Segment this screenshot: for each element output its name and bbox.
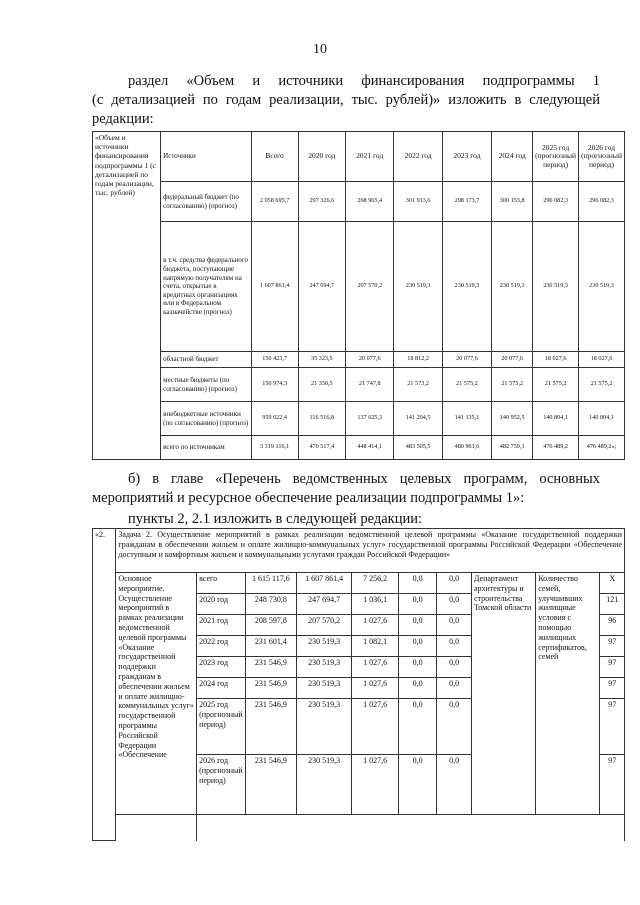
value-cell: 230 519,3 — [297, 755, 352, 815]
table-row — [93, 436, 625, 460]
value-cell: 116 516,8 — [298, 402, 345, 436]
value-cell: 208 597,8 — [245, 615, 296, 636]
value-cell: 230 519,3 — [492, 222, 533, 352]
value-cell: 21 575,2 — [579, 368, 625, 402]
value-cell: 3 319 116,1 — [251, 436, 298, 460]
financing-table — [92, 131, 625, 460]
value-cell: 20 077,6 — [492, 352, 533, 368]
header-cell: Всего — [251, 132, 298, 182]
value-cell: 230 519,3 — [533, 222, 579, 352]
table-row — [93, 222, 625, 352]
year-cell: 2023 год — [197, 657, 246, 678]
event-description: Основное мероприятие. Осуществление мероприятий в рамках реализации ведомственной целевой программы «Оказание государственной поддержки гражданам в обеспечении жильем и оплате жилищно-коммунальных услуг» государственной программы Российской Федерации «Обеспечение — [116, 573, 197, 815]
value-cell: 231 546,9 — [245, 657, 296, 678]
year-cell: 2022 год — [197, 636, 246, 657]
year-cell: всего — [197, 573, 246, 594]
value-cell: 0,0 — [437, 594, 472, 615]
value-cell: 482 759,1 — [492, 436, 533, 460]
value-cell: 21 575,2 — [442, 368, 491, 402]
value-cell: 476 489,2 — [533, 436, 579, 460]
value-cell: 35 323,5 — [298, 352, 345, 368]
value-cell: 7 256,2 — [352, 573, 399, 594]
value-cell: 0,0 — [398, 678, 436, 699]
page-number: 10 — [313, 42, 327, 57]
text-line: б) в главе «Перечень ведомственных целевых программ, основных — [128, 471, 600, 487]
event-continuation — [116, 815, 197, 841]
indicator-value: 97 — [600, 657, 625, 678]
text-line: мероприятий и ресурсное обеспечение реализации подпрограммы 1»: — [92, 490, 525, 506]
value-cell: 296 082,3 — [579, 182, 625, 222]
header-cell: 2023 год — [442, 132, 491, 182]
value-cell: 21 575,2 — [492, 368, 533, 402]
value-cell: 0,0 — [437, 699, 472, 755]
value-cell: 0,0 — [437, 615, 472, 636]
source-cell: внебюджетные источники (по согласованию) (прогноз) — [161, 402, 252, 436]
value-cell: 0,0 — [398, 615, 436, 636]
measures-table — [92, 528, 625, 841]
value-cell: 1 607 861,4 — [251, 222, 298, 352]
indicator-value: 97 — [600, 699, 625, 755]
value-cell: 230 519,3 — [297, 657, 352, 678]
value-cell: 1 082,1 — [352, 636, 399, 657]
value-cell: 140 804,1 — [579, 402, 625, 436]
value-cell: 230 519,3 — [297, 699, 352, 755]
source-cell: федеральный бюджет (по согласованию) (прогноз) — [161, 182, 252, 222]
value-cell: 207 570,2 — [297, 615, 352, 636]
value-cell: 298 173,7 — [442, 182, 491, 222]
year-cell: 2024 год — [197, 678, 246, 699]
value-cell: 248 730,8 — [245, 594, 296, 615]
header-cell: 2025 год (прогнозный период) — [533, 132, 579, 182]
value-cell: 1 607 861,4 — [297, 573, 352, 594]
value-cell: 0,0 — [398, 594, 436, 615]
header-cell: 2024 год — [492, 132, 533, 182]
source-cell: областной бюджет — [161, 352, 252, 368]
value-cell: 150 974,3 — [251, 368, 298, 402]
value-cell: 0,0 — [437, 573, 472, 594]
table-row — [93, 182, 625, 222]
value-cell: 21 575,2 — [533, 368, 579, 402]
value-cell: 247 694,7 — [297, 594, 352, 615]
value-cell: 2 058 695,7 — [251, 182, 298, 222]
value-cell: 1 027,6 — [352, 678, 399, 699]
table-row — [93, 573, 625, 594]
intro-line: раздел «Объем и источники финансирования подпрограммы 1 — [128, 73, 600, 89]
value-cell: 21 747,8 — [346, 368, 394, 402]
value-cell: 301 913,6 — [394, 182, 442, 222]
value-cell: 230 519,3 — [297, 636, 352, 657]
value-cell: 297 326,6 — [298, 182, 345, 222]
indicator-value: 121 — [600, 594, 625, 615]
value-cell: 268 965,4 — [346, 182, 394, 222]
indicator-value: 97 — [600, 678, 625, 699]
value-cell: 1 615 117,6 — [245, 573, 296, 594]
value-cell: 150 423,7 — [251, 352, 298, 368]
value-cell: 448 414,1 — [346, 436, 394, 460]
indicator-value: 96 — [600, 615, 625, 636]
value-cell: 0,0 — [398, 573, 436, 594]
value-cell: 1 027,6 — [352, 615, 399, 636]
value-cell: 470 517,4 — [298, 436, 345, 460]
value-cell: 480 961,6 — [442, 436, 491, 460]
table-row — [93, 352, 625, 368]
header-cell: 2026 год (прогнозный период) — [579, 132, 625, 182]
source-cell: всего по источникам — [161, 436, 252, 460]
value-cell: 140 804,1 — [533, 402, 579, 436]
value-cell: 230 519,3 — [579, 222, 625, 352]
value-cell: 0,0 — [398, 657, 436, 678]
header-cell: 2021 год — [346, 132, 394, 182]
value-cell: 1 027,6 — [352, 755, 399, 815]
empty-cell — [197, 815, 625, 841]
text-line: пункты 2, 2.1 изложить в следующей редакции: — [128, 511, 423, 527]
value-cell: 18 027,6 — [579, 352, 625, 368]
intro-line: (с детализацией по годам реализации, тыс. рублей)» изложить в следующей — [92, 92, 600, 108]
value-cell: 0,0 — [437, 755, 472, 815]
value-cell: 140 952,5 — [492, 402, 533, 436]
value-cell: 0,0 — [398, 755, 436, 815]
value-cell: 959 022,4 — [251, 402, 298, 436]
table-row — [93, 368, 625, 402]
indicator-value: X — [600, 573, 625, 594]
value-cell: 18 812,2 — [394, 352, 442, 368]
header-cell: Источники — [161, 132, 252, 182]
intro-line: редакции: — [92, 111, 154, 127]
value-cell: 230 519,3 — [394, 222, 442, 352]
value-cell: 18 027,6 — [533, 352, 579, 368]
source-cell: в т.ч. средства федерального бюджета, поступающие напрямую получателям на счета, открытые в кредитных организациях или в Федеральном казначействе (прогноз) — [161, 222, 252, 352]
value-cell: 1 036,1 — [352, 594, 399, 615]
section-b-paragraph — [92, 470, 600, 529]
value-cell: 21 350,5 — [298, 368, 345, 402]
value-cell: 141 204,5 — [394, 402, 442, 436]
value-cell: 231 601,4 — [245, 636, 296, 657]
financing-label: «Объем и источники финансирования подпрограммы 1 (с детализацией по годам реализации, тыс. рублей) — [93, 132, 161, 460]
intro-paragraph — [92, 72, 600, 129]
header-cell: 2022 год — [394, 132, 442, 182]
value-cell: 231 546,9 — [245, 678, 296, 699]
value-cell: 0,0 — [398, 636, 436, 657]
table-row — [93, 815, 625, 841]
value-cell: 207 570,2 — [346, 222, 394, 352]
value-cell: 141 135,1 — [442, 402, 491, 436]
executor-cell: Департамент архитектуры и строительства Томской области — [471, 573, 535, 815]
value-cell: 247 694,7 — [298, 222, 345, 352]
value-cell: 1 027,6 — [352, 699, 399, 755]
value-cell: 1 027,6 — [352, 657, 399, 678]
item-number: «2. — [93, 529, 116, 841]
header-cell: 2020 год — [298, 132, 345, 182]
year-cell: 2026 год (прогнозный период) — [197, 755, 246, 815]
value-cell: 230 519,3 — [442, 222, 491, 352]
table-row — [93, 402, 625, 436]
value-cell: 20 077,6 — [442, 352, 491, 368]
value-cell: 137 625,3 — [346, 402, 394, 436]
value-cell: 0,0 — [398, 699, 436, 755]
value-cell: 483 505,5 — [394, 436, 442, 460]
task-description: Задача 2. Осуществление мероприятий в рамках реализации ведомственной целевой программы «Оказание государственной поддержки гражданам в обеспечении жильем и оплате жилищно-коммунальных услуг» государственной программы Российской Федерации «Обеспечение доступным и комфортным жильем и коммунальными услугами граждан Российской Федерации» — [116, 529, 625, 573]
indicator-value: 97 — [600, 755, 625, 815]
value-cell: 0,0 — [437, 678, 472, 699]
value-cell: 300 153,8 — [492, 182, 533, 222]
value-cell: 231 546,9 — [245, 755, 296, 815]
value-cell: 21 573,2 — [394, 368, 442, 402]
value-cell: 296 082,3 — [533, 182, 579, 222]
indicator-value: 97 — [600, 636, 625, 657]
year-cell: 2021 год — [197, 615, 246, 636]
value-cell: 20 077,6 — [346, 352, 394, 368]
year-cell: 2020 год — [197, 594, 246, 615]
year-cell: 2025 год (прогнозный период) — [197, 699, 246, 755]
indicator-cell: Количество семей, улучшивших жилищные условия с помощью жилищных сертификатов, семей — [536, 573, 600, 815]
value-cell: 230 519,3 — [297, 678, 352, 699]
value-cell: 0,0 — [437, 636, 472, 657]
value-cell: 231 546,9 — [245, 699, 296, 755]
value-cell: 0,0 — [437, 657, 472, 678]
value-cell: 476 489,2»; — [579, 436, 625, 460]
source-cell: местные бюджеты (по согласованию) (прогноз) — [161, 368, 252, 402]
